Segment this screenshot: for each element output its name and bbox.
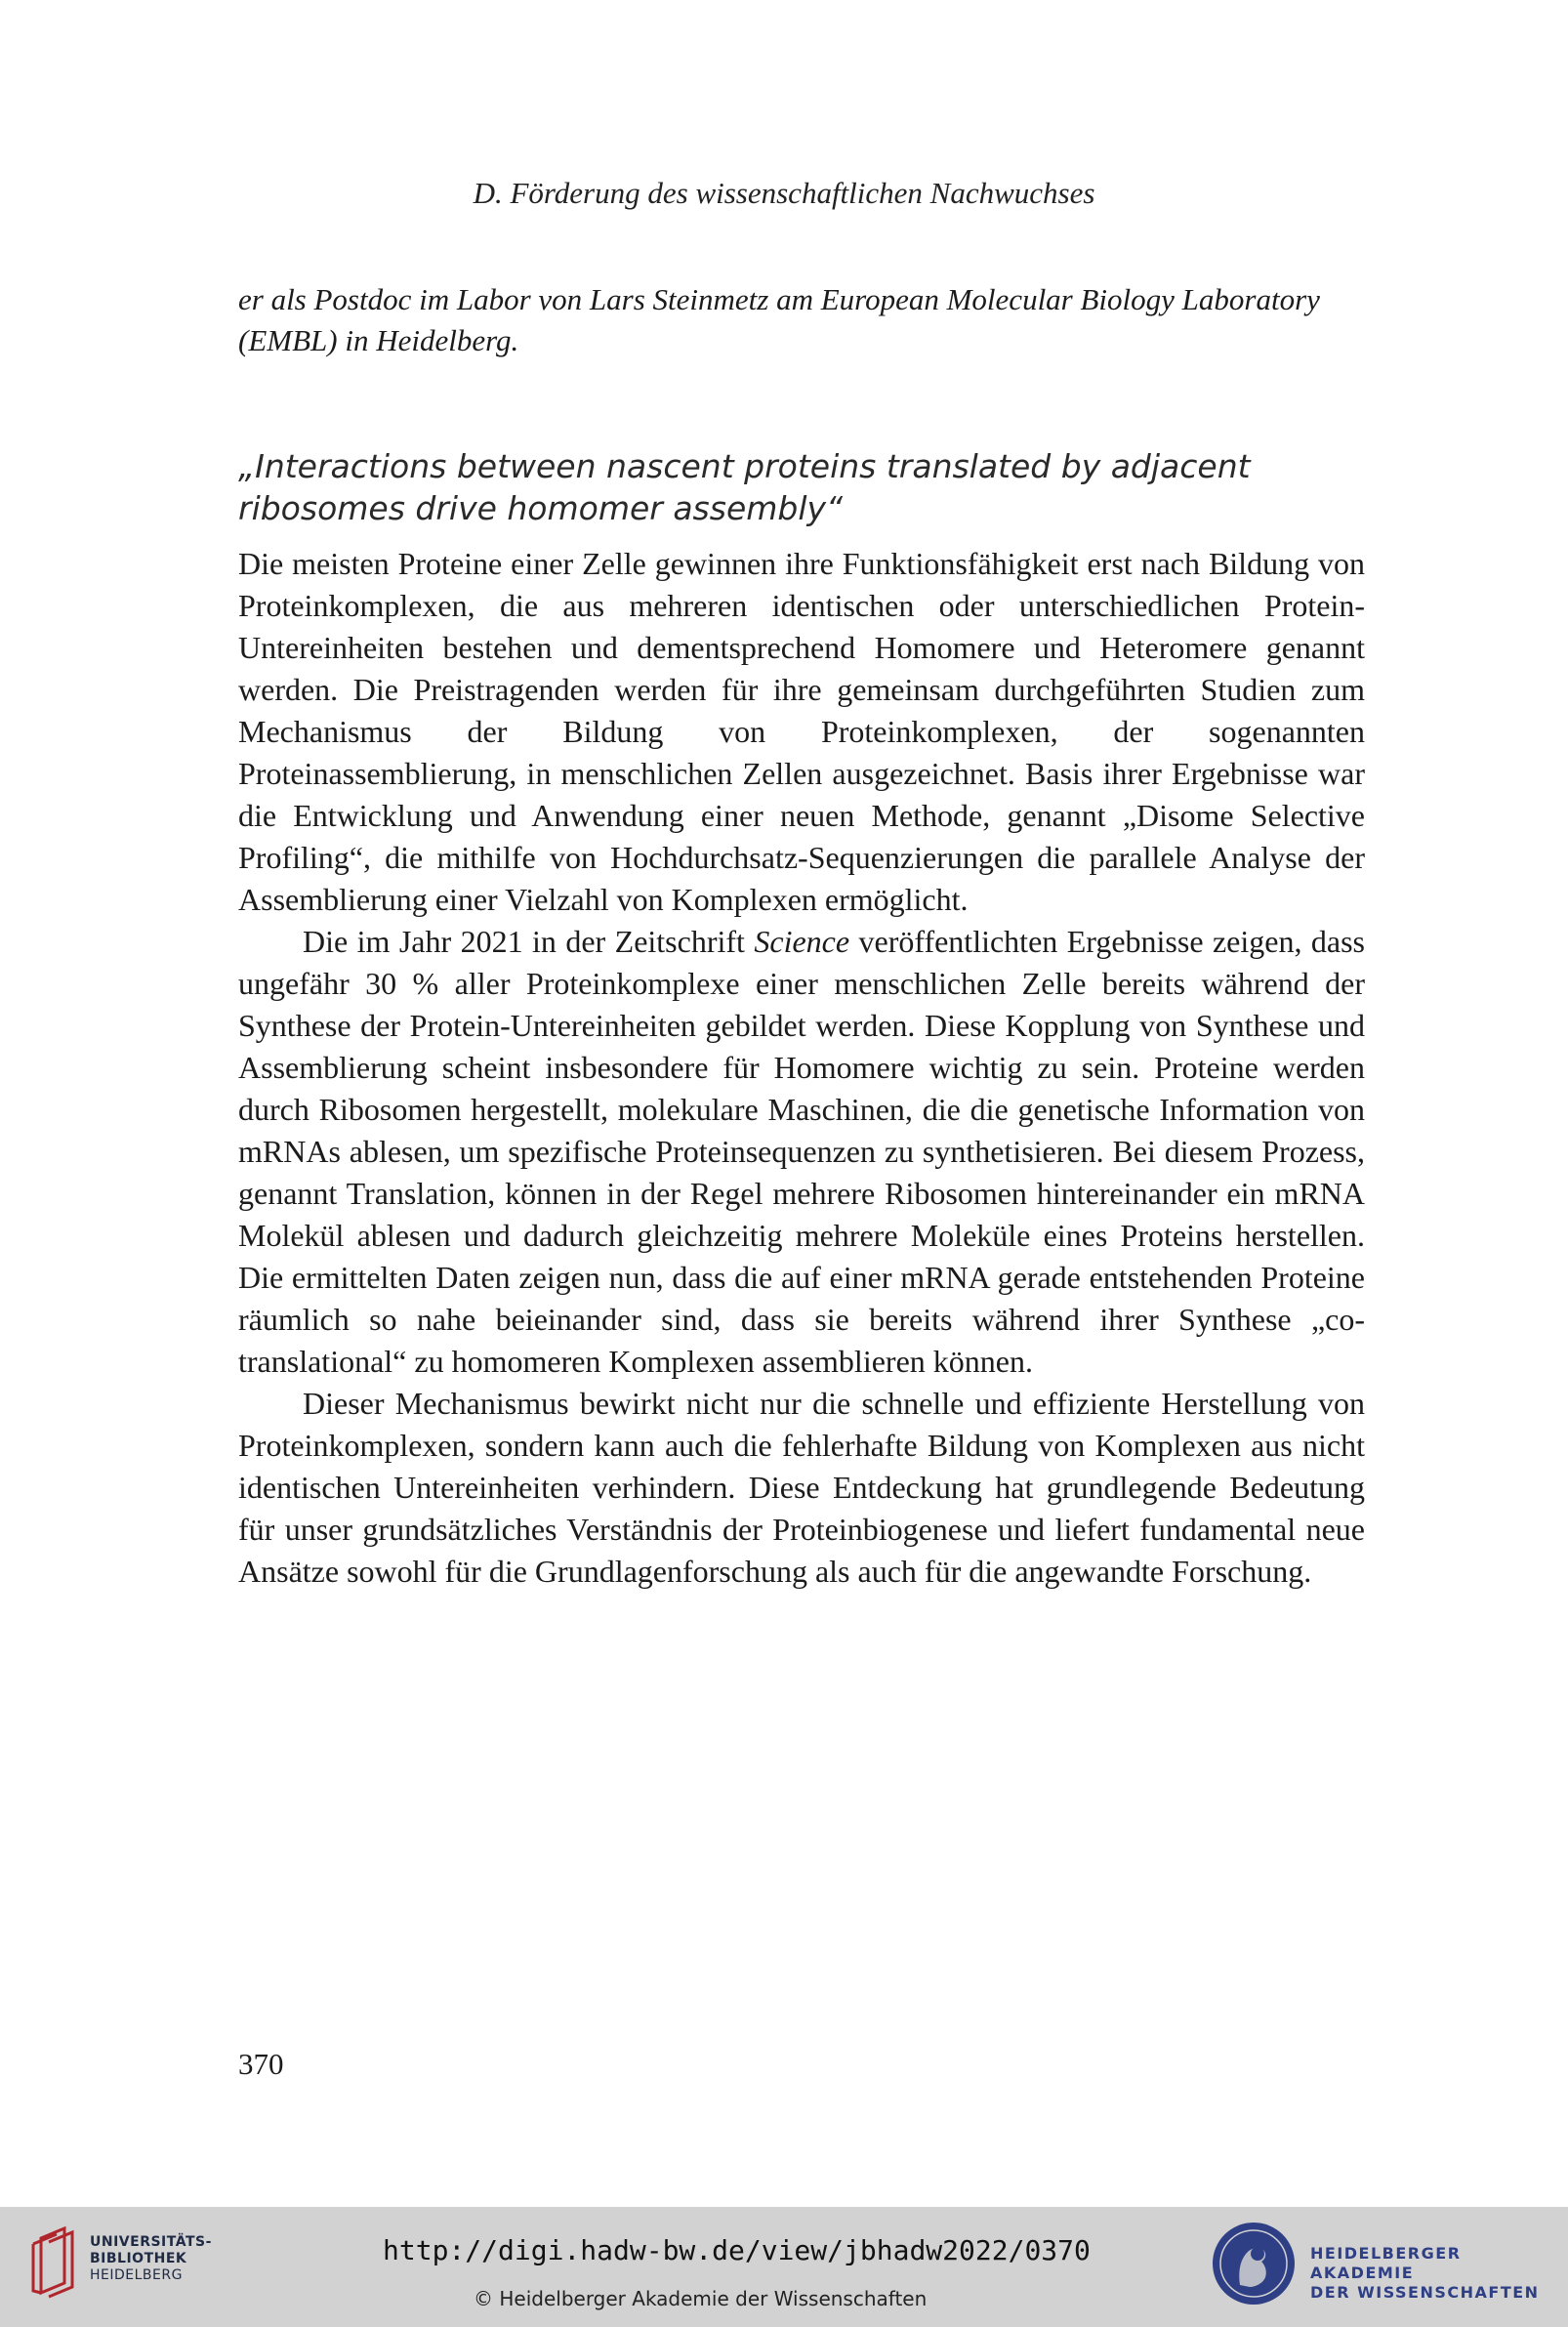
body-paragraph-2 — [238, 921, 1365, 1383]
body-paragraph-3: Dieser Mechanismus bewirkt nicht nur die schnelle und effiziente Herstellung von Proteinkomplexen, sondern kann auch die fehlerhafte Bildung von Komplexen aus nicht identischen Untereinheiten verhindern. Diese Entdeckung hat grundlegende Bedeutung für unser grundsätzliches Verständnis der Proteinbiogenese und liefert fundamental neue Ansätze sowohl für die Grundlagenforschung als auch für die angewandte Forschung. — [238, 1386, 1365, 1589]
library-name-line-3: HEIDELBERG — [90, 2267, 183, 2283]
academy-seal-icon — [1211, 2221, 1297, 2306]
footer-bar — [0, 2207, 1568, 2327]
paragraph-2-rest: veröffentlichten Ergebnisse zeigen, dass ungefähr 30 % aller Proteinkomplexe einer menschlichen Zelle bereits während der Synthese der Protein-Untereinheiten gebildet werden. Diese Kopplung von Synthese und Assemblierung scheint insbesondere für Homomere wichtig zu sein. Proteine werden durch Ribosomen hergestellt, molekulare Maschinen, die die genetische Information von mRNAs ablesen, um spezifische Proteinsequenzen zu synthetisieren. Bei diesem Prozess, genannt Translation, können in der Regel mehrere Ribosomen hintereinander ein mRNA Molekül ablesen und dadurch gleichzeitig mehrere Moleküle eines Proteins herstellen. Die ermittelten Daten zeigen nun, dass die auf einer mRNA gerade entstehenden Proteine räumlich so nahe beieinander sind, dass sie bereits während ihrer Synthese „co-translational“ zu homomeren Komplexen assemblieren können. — [238, 924, 1366, 1379]
academy-name — [1310, 2244, 1568, 2303]
section-title-line-2: ribosomes drive homomer assembly“ — [238, 489, 844, 527]
section-title-line-1: „Interactions between nascent proteins translated by adjacent — [238, 447, 1251, 485]
section-title — [238, 445, 1361, 529]
library-name — [90, 2234, 212, 2284]
academy-name-line-1: HEIDELBERGER AKADEMIE — [1310, 2244, 1462, 2282]
permalink-url[interactable]: http://digi.hadw-bw.de/view/jbhadw2022/0370 — [383, 2234, 1091, 2266]
paragraph-2-start: Die im Jahr 2021 in der Zeitschrift — [303, 924, 755, 959]
library-name-line-2: BIBLIOTHEK — [90, 2251, 187, 2266]
academy-name-line-2: DER WISSENSCHAFTEN — [1310, 2283, 1540, 2302]
library-name-line-1: UNIVERSITÄTS- — [90, 2234, 212, 2250]
intro-paragraph: er als Postdoc im Labor von Lars Steinmetz am European Molecular Biology Laboratory (EMBL) in Heidelberg. — [238, 282, 1320, 357]
library-logo-icon — [27, 2223, 86, 2299]
body-paragraph-1: Die meisten Proteine einer Zelle gewinnen ihre Funktionsfähigkeit erst nach Bildung von Proteinkomplexen, die aus mehreren identischen oder unterschiedlichen Protein-Untereinheiten bestehen und dementsprechend Homomere und Heteromere genannt werden. Die Preistragenden werden für ihre gemeinsam durchgeführten Studien zum Mechanismus der Bildung von Proteinkomplexen, der sogenannten Proteinassemblierung, in menschlichen Zellen ausgezeichnet. Basis ihrer Ergebnisse war die Entwicklung und Anwendung einer neuen Methode, genannt „Disome Selective Profiling“, die mithilfe von Hochdurchsatz-Sequenzierungen die parallele Analyse der Assemblierung einer Vielzahl von Komplexen ermöglicht. — [238, 546, 1365, 917]
journal-name: Science — [754, 924, 850, 959]
page-number: 370 — [238, 2047, 284, 2081]
body-text — [238, 543, 1365, 1593]
running-head: D. Förderung des wissenschaftlichen Nachwuchses — [473, 176, 1095, 210]
copyright-notice: © Heidelberger Akademie der Wissenschaften — [474, 2287, 928, 2310]
